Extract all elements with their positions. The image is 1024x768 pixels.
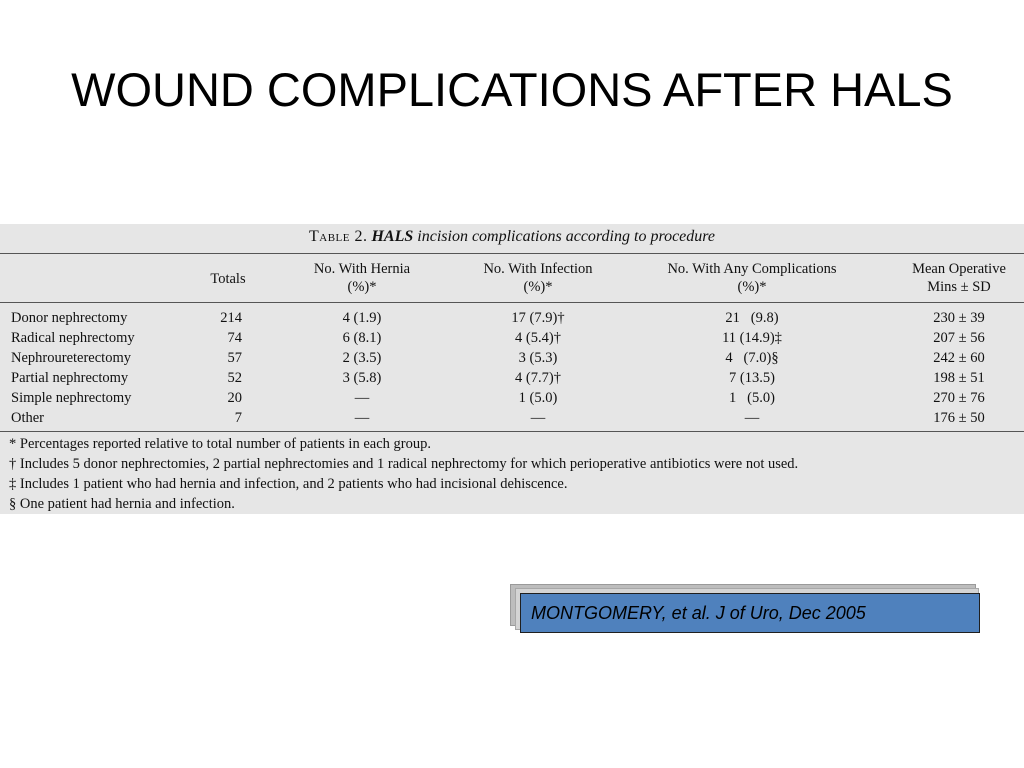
mean-mins-cell: 242 ± 60 [933, 350, 985, 366]
totals-cell: 20 [227, 390, 242, 406]
any-complications-cell: 7 (13.5) [729, 370, 775, 386]
header-any-line2: (%)* [737, 279, 767, 295]
mean-mins-cell: 198 ± 51 [933, 370, 985, 386]
top-rule [0, 253, 1024, 254]
totals-cell: 74 [227, 330, 242, 346]
table-row [0, 408, 1024, 428]
header-any-line1: No. With Any Complications [667, 261, 837, 277]
table-row [0, 368, 1024, 388]
table-row [0, 348, 1024, 368]
header-totals-label: Totals [210, 271, 246, 287]
totals-cell: 7 [234, 410, 242, 426]
header-infection [462, 260, 614, 296]
table-caption-rest: incision complications according to procedure [413, 228, 716, 245]
header-hernia [290, 260, 434, 296]
footnote-rule [0, 431, 1024, 432]
table-caption-title [371, 228, 715, 245]
footnote-double-dagger: ‡ Includes 1 patient who had hernia and infection, and 2 patients who had incisional dehiscence. [9, 476, 568, 492]
hernia-cell: 6 (8.1) [342, 330, 382, 346]
table-row [0, 308, 1024, 328]
infection-cell: 4 (5.4)† [515, 330, 561, 346]
any-complications-cell: 11 (14.9)‡ [722, 330, 782, 346]
hernia-cell: 2 (3.5) [342, 350, 382, 366]
table-row [0, 388, 1024, 408]
procedure-cell: Radical nephrectomy [11, 330, 135, 346]
table-caption [0, 228, 1024, 246]
hernia-cell: 4 (1.9) [342, 310, 382, 326]
infection-cell: — [530, 410, 546, 426]
footnote-dagger: † Includes 5 donor nephrectomies, 2 partial nephrectomies and 1 radical nephrectomy for which perioperative antibiotics were not used. [9, 456, 799, 472]
header-hernia-line1: No. With Hernia [313, 261, 411, 277]
header-mins-line2: Mins ± SD [927, 279, 991, 295]
citation-text: MONTGOMERY, et al. J of Uro, Dec 2005 [531, 603, 866, 623]
footnote-asterisk: * Percentages reported relative to total number of patients in each group. [9, 436, 431, 452]
procedure-cell: Other [11, 410, 45, 426]
mean-mins-cell: 176 ± 50 [933, 410, 985, 426]
header-infection-line1: No. With Infection [483, 261, 593, 277]
procedure-cell: Nephroureterectomy [11, 350, 131, 366]
any-complications-cell: 21 (9.8) [725, 310, 779, 326]
complications-table [0, 224, 1024, 514]
procedure-cell: Partial nephrectomy [11, 370, 129, 386]
table-caption-bold: HALS [371, 228, 414, 245]
header-hernia-line2: (%)* [347, 279, 377, 295]
table-caption-label: Table 2. [308, 228, 368, 245]
header-any-complications [640, 260, 864, 296]
hernia-cell: — [354, 410, 370, 426]
hernia-cell: 3 (5.8) [342, 370, 382, 386]
header-totals [198, 270, 258, 288]
header-rule [0, 302, 1024, 303]
infection-cell: 17 (7.9)† [511, 310, 565, 326]
mean-mins-cell: 270 ± 76 [933, 390, 985, 406]
mean-mins-cell: 207 ± 56 [933, 330, 985, 346]
infection-cell: 1 (5.0) [518, 390, 558, 406]
hernia-cell: — [354, 390, 370, 406]
any-complications-cell: 1 (5.0) [729, 390, 775, 406]
slide-title: WOUND COMPLICATIONS AFTER HALS [71, 63, 953, 116]
footnote-section: § One patient had hernia and infection. [9, 496, 235, 512]
citation-box [520, 593, 980, 633]
infection-cell: 3 (5.3) [518, 350, 558, 366]
totals-cell: 57 [227, 350, 242, 366]
infection-cell: 4 (7.7)† [515, 370, 561, 386]
any-complications-cell: 4 (7.0)§ [725, 350, 779, 366]
header-infection-line2: (%)* [523, 279, 553, 295]
header-mins-line1: Mean Operative [912, 261, 1006, 277]
mean-mins-cell: 230 ± 39 [933, 310, 985, 326]
totals-cell: 214 [220, 310, 242, 326]
table-row [0, 328, 1024, 348]
totals-cell: 52 [227, 370, 242, 386]
any-complications-cell: — [744, 410, 760, 426]
procedure-cell: Simple nephrectomy [11, 390, 132, 406]
procedure-cell: Donor nephrectomy [11, 310, 128, 326]
header-mean-mins [896, 260, 1022, 296]
